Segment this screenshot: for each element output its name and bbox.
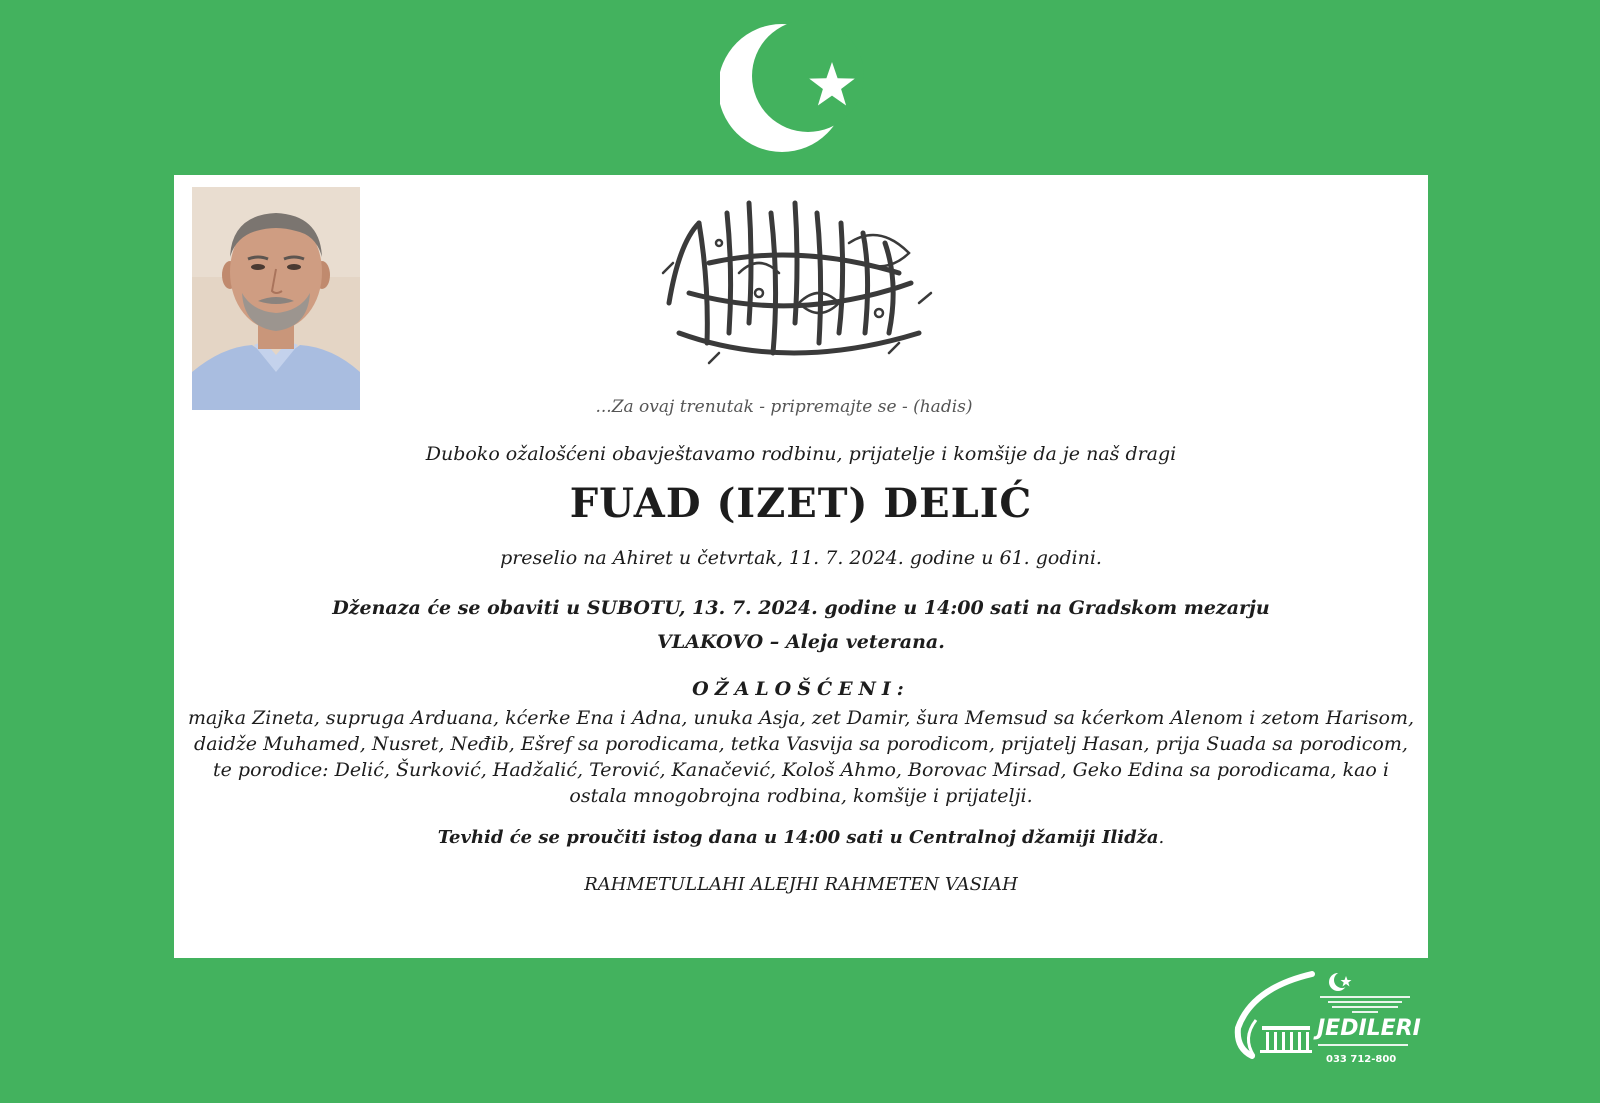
- passing-date-text: preselio na Ahiret u četvrtak, 11. 7. 2024. godine u 61. godini.: [500, 547, 1102, 569]
- arabic-calligraphy: [649, 183, 949, 383]
- hadith-quote: ...Za ovaj trenutak - pripremajte se - (hadis): [595, 397, 973, 417]
- funeral-info-line1: Dženaza će se obaviti u SUBOTU, 13. 7. 2024. godine u 14:00 sati na Gradskom mezarju: [332, 597, 1270, 619]
- tevhid-text: Tevhid će se proučiti istog dana u 14:00 sati u Centralnoj džamiji Ilidža: [437, 827, 1159, 848]
- tevhid-info: [174, 827, 1428, 848]
- intro-text: Duboko ožalošćeni obavještavamo rodbinu, prijatelje i komšije da je naš dragi: [425, 443, 1177, 465]
- logo-name: JEDILERI: [1317, 1016, 1421, 1041]
- tevhid-period: .: [1158, 827, 1165, 848]
- mourners-heading: OŽALOŠĆENI:: [692, 678, 910, 700]
- portrait-photo: [192, 187, 360, 410]
- crescent-star-icon: [720, 18, 880, 158]
- obituary-card: [174, 175, 1428, 958]
- jedileri-logo: [1232, 968, 1432, 1068]
- logo-phone: 033 712-800: [1326, 1054, 1397, 1065]
- mourners-list: majka Zineta, supruga Arduana, kćerke Ena i Adna, unuka Asja, zet Damir, šura Memsud sa kćerkom Alenom i zetom Harisom, daidže Muhamed, Nusret, Neđib, Ešref sa porodicama, tetka Vasvija sa porodicom, prijatelj Hasan, prija Suada sa porodicom, te porodice: Delić, Šurković, Hadžalić, Terović, Kanačević, Kološ Ahmo, Borovac Mirsad, Geko Edina sa porodicama, kao i ostala mnogobrojna rodbina, komšije i prijatelji.: [187, 707, 1415, 807]
- funeral-info-line2: VLAKOVO – Aleja veterana.: [657, 631, 945, 653]
- deceased-name: FUAD (IZET) DELIĆ: [569, 480, 1033, 527]
- closing-prayer: RAHMETULLAHI ALEJHI RAHMETEN VASIAH: [584, 874, 1018, 895]
